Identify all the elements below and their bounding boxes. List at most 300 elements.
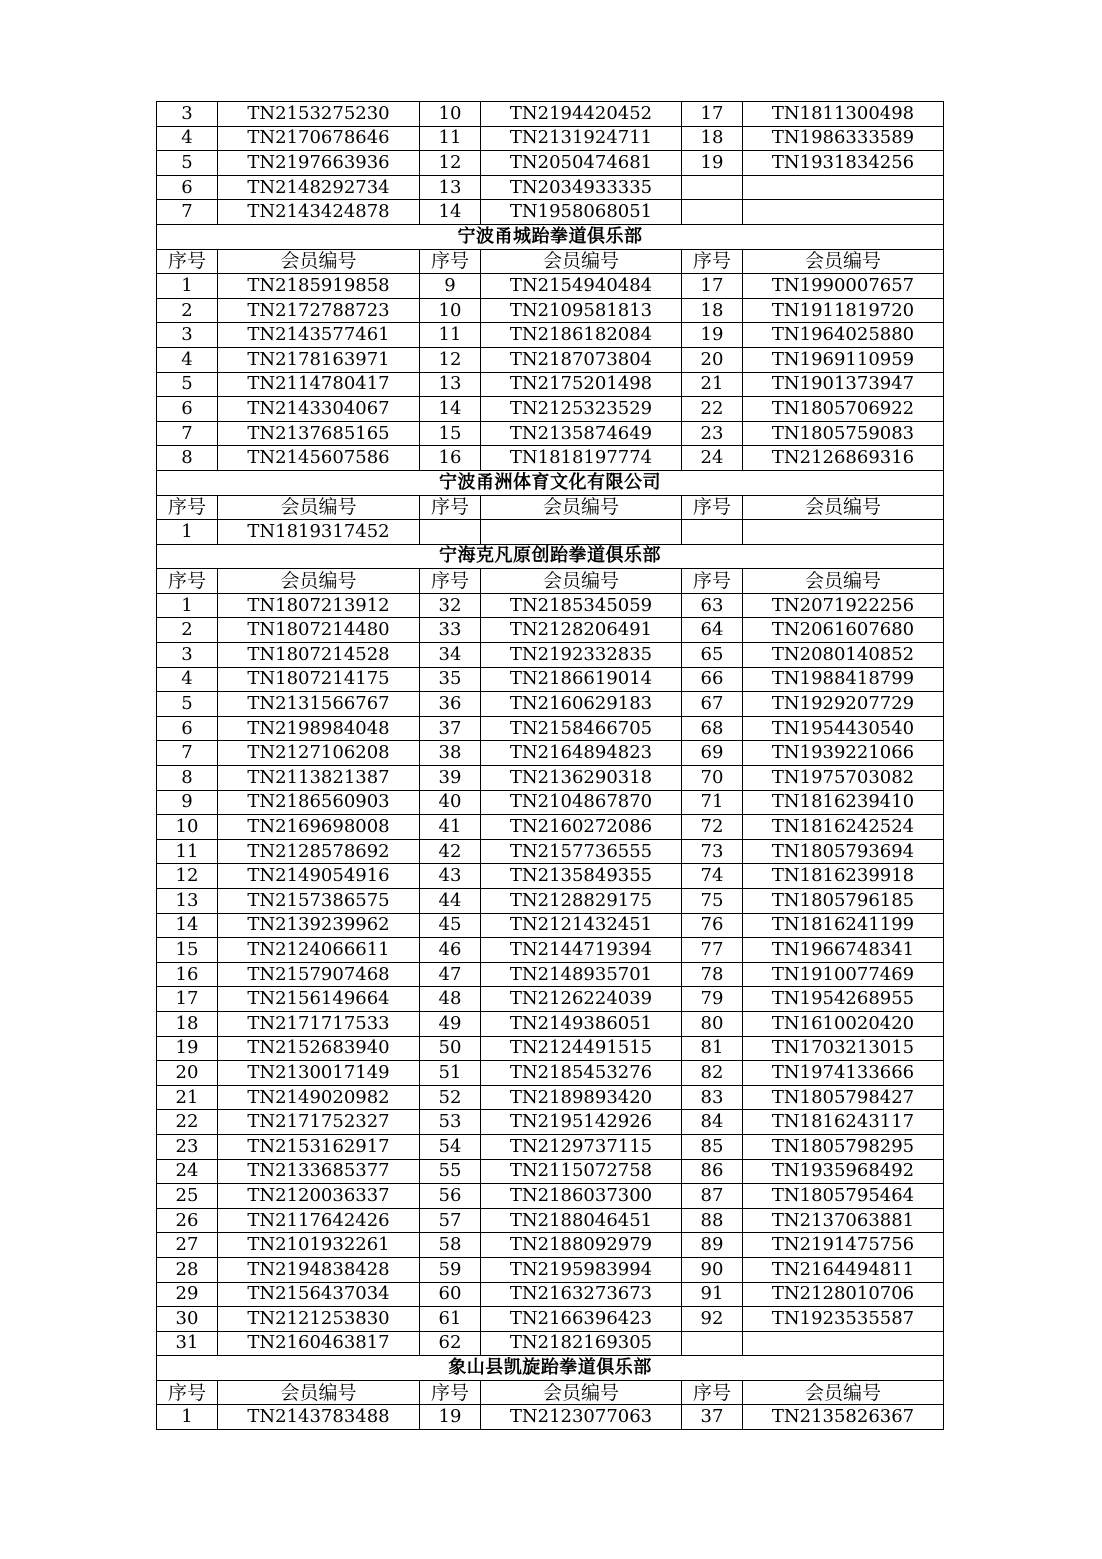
seq-cell: 23 [157, 1134, 218, 1159]
seq-cell: 19 [420, 1405, 481, 1430]
table-row [157, 766, 944, 791]
seq-cell: 31 [157, 1331, 218, 1356]
member-id-cell: TN2157386575 [218, 889, 420, 914]
table-row [157, 938, 944, 963]
member-id-cell: TN2128206491 [481, 618, 682, 643]
member-id-cell: TN2160629183 [481, 692, 682, 717]
member-id-cell: TN2175201498 [481, 372, 682, 397]
club-title: 宁波甬城跆拳道俱乐部 [157, 224, 944, 249]
member-id-cell: TN2144719394 [481, 938, 682, 963]
seq-cell: 15 [420, 421, 481, 446]
seq-cell: 5 [157, 372, 218, 397]
seq-cell: 26 [157, 1208, 218, 1233]
member-id-cell: TN2114780417 [218, 372, 420, 397]
member-id-cell: TN2194838428 [218, 1257, 420, 1282]
seq-cell: 84 [682, 1110, 743, 1135]
seq-cell: 33 [420, 618, 481, 643]
table-row [157, 815, 944, 840]
table-row [157, 987, 944, 1012]
seq-cell: 29 [157, 1282, 218, 1307]
member-id-cell: TN1911819720 [743, 298, 944, 323]
member-id-cell: TN2109581813 [481, 298, 682, 323]
seq-cell: 9 [157, 790, 218, 815]
member-id-cell: TN2121253830 [218, 1307, 420, 1332]
member-id-cell: TN1805795464 [743, 1184, 944, 1209]
column-header-row [157, 495, 944, 520]
seq-cell: 14 [420, 200, 481, 225]
seq-cell: 34 [420, 643, 481, 668]
seq-cell: 3 [157, 643, 218, 668]
table-row [157, 667, 944, 692]
seq-cell: 62 [420, 1331, 481, 1356]
member-id-cell: TN2160463817 [218, 1331, 420, 1356]
member-id-cell: TN2135826367 [743, 1405, 944, 1430]
member-id-cell: TN2113821387 [218, 766, 420, 791]
seq-cell: 51 [420, 1061, 481, 1086]
table-row [157, 1085, 944, 1110]
member-id-cell: TN1816241199 [743, 913, 944, 938]
table-row [157, 1233, 944, 1258]
member-id-cell: TN2186182084 [481, 323, 682, 348]
member-id-cell: TN2194420452 [481, 102, 682, 127]
table-row [157, 372, 944, 397]
seq-cell: 30 [157, 1307, 218, 1332]
member-id-cell: TN1805798295 [743, 1134, 944, 1159]
seq-cell: 19 [157, 1036, 218, 1061]
seq-cell: 40 [420, 790, 481, 815]
seq-cell: 42 [420, 839, 481, 864]
member-id-cell: TN2164494811 [743, 1257, 944, 1282]
member-id-cell: TN1807213912 [218, 593, 420, 618]
seq-cell: 19 [682, 151, 743, 176]
member-id-column-header: 会员编号 [481, 495, 682, 520]
member-id-column-header: 会员编号 [481, 1380, 682, 1405]
table-row [157, 692, 944, 717]
table-row [157, 1405, 944, 1430]
seq-cell: 10 [420, 102, 481, 127]
seq-cell: 77 [682, 938, 743, 963]
table-row [157, 1257, 944, 1282]
seq-cell: 1 [157, 1405, 218, 1430]
member-id-cell: TN2148935701 [481, 962, 682, 987]
member-id-cell: TN1958068051 [481, 200, 682, 225]
seq-cell [682, 175, 743, 200]
member-id-cell: TN2148292734 [218, 175, 420, 200]
member-id-cell: TN2171717533 [218, 1011, 420, 1036]
member-id-cell: TN2133685377 [218, 1159, 420, 1184]
seq-cell: 43 [420, 864, 481, 889]
seq-cell: 78 [682, 962, 743, 987]
seq-cell [682, 200, 743, 225]
seq-cell: 74 [682, 864, 743, 889]
member-id-cell: TN2117642426 [218, 1208, 420, 1233]
table-row [157, 913, 944, 938]
member-id-cell: TN2153275230 [218, 102, 420, 127]
member-id-cell: TN1964025880 [743, 323, 944, 348]
seq-cell: 2 [157, 298, 218, 323]
member-id-cell: TN1990007657 [743, 274, 944, 299]
member-id-cell: TN1610020420 [743, 1011, 944, 1036]
seq-column-header: 序号 [682, 249, 743, 274]
member-id-cell: TN2153162917 [218, 1134, 420, 1159]
seq-cell: 55 [420, 1159, 481, 1184]
member-id-column-header: 会员编号 [743, 495, 944, 520]
table-row [157, 175, 944, 200]
member-id-cell: TN2127106208 [218, 741, 420, 766]
member-id-cell: TN2104867870 [481, 790, 682, 815]
member-id-cell: TN1969110959 [743, 347, 944, 372]
seq-cell: 2 [157, 618, 218, 643]
member-id-cell: TN2189893420 [481, 1085, 682, 1110]
seq-cell: 7 [157, 200, 218, 225]
member-id-cell: TN1811300498 [743, 102, 944, 127]
member-id-cell: TN2195142926 [481, 1110, 682, 1135]
seq-cell: 10 [157, 815, 218, 840]
seq-column-header: 序号 [157, 495, 218, 520]
member-id-cell: TN1816239410 [743, 790, 944, 815]
member-id-cell: TN2131566767 [218, 692, 420, 717]
seq-column-header: 序号 [682, 1380, 743, 1405]
member-id-cell: TN2128829175 [481, 889, 682, 914]
table-row [157, 741, 944, 766]
member-id-cell: TN2157907468 [218, 962, 420, 987]
table-row [157, 102, 944, 127]
seq-column-header: 序号 [157, 249, 218, 274]
member-id-cell: TN2137685165 [218, 421, 420, 446]
member-id-column-header: 会员编号 [218, 569, 420, 594]
table-row [157, 298, 944, 323]
table-row [157, 1036, 944, 1061]
member-id-cell: TN2128010706 [743, 1282, 944, 1307]
member-id-column-header: 会员编号 [481, 249, 682, 274]
member-id-cell: TN2136290318 [481, 766, 682, 791]
table-row [157, 1307, 944, 1332]
seq-cell: 9 [420, 274, 481, 299]
member-id-cell: TN2187073804 [481, 347, 682, 372]
member-id-cell: TN2080140852 [743, 643, 944, 668]
member-id-cell: TN2160272086 [481, 815, 682, 840]
seq-cell: 11 [420, 126, 481, 151]
seq-cell: 6 [157, 175, 218, 200]
table-row [157, 864, 944, 889]
club-title-row [157, 544, 944, 569]
seq-cell: 19 [682, 323, 743, 348]
member-id-cell: TN2186037300 [481, 1184, 682, 1209]
roster-body [157, 102, 944, 1430]
seq-cell: 57 [420, 1208, 481, 1233]
seq-cell: 70 [682, 766, 743, 791]
seq-cell: 17 [157, 987, 218, 1012]
table-row [157, 323, 944, 348]
member-id-cell: TN2170678646 [218, 126, 420, 151]
member-id-cell: TN2129737115 [481, 1134, 682, 1159]
table-row [157, 1282, 944, 1307]
member-id-cell: TN1988418799 [743, 667, 944, 692]
table-row [157, 1110, 944, 1135]
seq-cell: 5 [157, 151, 218, 176]
member-id-cell: TN2169698008 [218, 815, 420, 840]
seq-cell: 3 [157, 323, 218, 348]
seq-cell: 63 [682, 593, 743, 618]
seq-cell: 24 [682, 446, 743, 471]
seq-cell: 39 [420, 766, 481, 791]
table-row [157, 274, 944, 299]
seq-cell: 65 [682, 643, 743, 668]
member-id-cell: TN2186560903 [218, 790, 420, 815]
member-id-cell: TN1923535587 [743, 1307, 944, 1332]
seq-cell: 54 [420, 1134, 481, 1159]
member-id-cell: TN1816242524 [743, 815, 944, 840]
seq-cell: 89 [682, 1233, 743, 1258]
seq-cell: 3 [157, 102, 218, 127]
member-id-cell: TN2195983994 [481, 1257, 682, 1282]
member-id-cell [743, 1331, 944, 1356]
seq-cell: 7 [157, 741, 218, 766]
seq-cell: 1 [157, 593, 218, 618]
seq-cell: 87 [682, 1184, 743, 1209]
column-header-row [157, 249, 944, 274]
member-id-cell: TN2071922256 [743, 593, 944, 618]
member-id-cell: TN2163273673 [481, 1282, 682, 1307]
member-id-cell: TN2185345059 [481, 593, 682, 618]
member-roster-table [156, 101, 944, 1430]
member-id-cell: TN2137063881 [743, 1208, 944, 1233]
member-id-cell: TN1986333589 [743, 126, 944, 151]
seq-cell: 41 [420, 815, 481, 840]
seq-cell: 69 [682, 741, 743, 766]
seq-cell: 14 [420, 397, 481, 422]
member-id-cell: TN2125323529 [481, 397, 682, 422]
member-id-cell: TN2188046451 [481, 1208, 682, 1233]
member-id-cell: TN2143783488 [218, 1405, 420, 1430]
table-row [157, 1061, 944, 1086]
seq-column-header: 序号 [420, 495, 481, 520]
member-id-cell: TN2143577461 [218, 323, 420, 348]
seq-cell: 7 [157, 421, 218, 446]
table-row [157, 716, 944, 741]
seq-cell: 13 [420, 372, 481, 397]
seq-cell: 12 [420, 347, 481, 372]
member-id-cell: TN1966748341 [743, 938, 944, 963]
member-id-cell: TN1901373947 [743, 372, 944, 397]
member-id-cell: TN2156149664 [218, 987, 420, 1012]
member-id-cell: TN2185919858 [218, 274, 420, 299]
member-id-column-header: 会员编号 [743, 249, 944, 274]
table-row [157, 347, 944, 372]
member-id-cell: TN1974133666 [743, 1061, 944, 1086]
seq-cell: 8 [157, 766, 218, 791]
seq-cell: 4 [157, 667, 218, 692]
club-title: 宁海克凡原创跆拳道俱乐部 [157, 544, 944, 569]
club-title: 象山县凯旋跆拳道俱乐部 [157, 1356, 944, 1381]
seq-cell: 17 [682, 102, 743, 127]
member-id-cell: TN1819317452 [218, 520, 420, 545]
member-id-cell: TN2186619014 [481, 667, 682, 692]
seq-column-header: 序号 [157, 1380, 218, 1405]
member-id-cell: TN2126869316 [743, 446, 944, 471]
member-id-cell: TN1818197774 [481, 446, 682, 471]
seq-cell: 20 [682, 347, 743, 372]
seq-cell: 21 [157, 1085, 218, 1110]
member-id-cell: TN1807214528 [218, 643, 420, 668]
member-id-cell: TN1935968492 [743, 1159, 944, 1184]
member-id-cell: TN2101932261 [218, 1233, 420, 1258]
member-id-cell: TN2158466705 [481, 716, 682, 741]
seq-cell: 90 [682, 1257, 743, 1282]
member-id-cell: TN1954430540 [743, 716, 944, 741]
seq-cell: 6 [157, 397, 218, 422]
seq-cell: 80 [682, 1011, 743, 1036]
seq-cell: 13 [420, 175, 481, 200]
seq-cell: 11 [157, 839, 218, 864]
member-id-cell: TN2166396423 [481, 1307, 682, 1332]
seq-cell: 18 [682, 298, 743, 323]
table-row [157, 126, 944, 151]
seq-column-header: 序号 [420, 569, 481, 594]
member-id-column-header: 会员编号 [481, 569, 682, 594]
table-row [157, 421, 944, 446]
seq-cell: 25 [157, 1184, 218, 1209]
member-id-cell: TN2185453276 [481, 1061, 682, 1086]
member-id-cell: TN2172788723 [218, 298, 420, 323]
member-id-cell: TN2154940484 [481, 274, 682, 299]
seq-cell: 4 [157, 126, 218, 151]
member-id-cell: TN2128578692 [218, 839, 420, 864]
seq-cell: 83 [682, 1085, 743, 1110]
member-id-cell: TN1816239918 [743, 864, 944, 889]
member-id-cell: TN2123077063 [481, 1405, 682, 1430]
seq-cell: 59 [420, 1257, 481, 1282]
table-row [157, 839, 944, 864]
table-row [157, 1134, 944, 1159]
seq-cell: 85 [682, 1134, 743, 1159]
seq-cell: 12 [420, 151, 481, 176]
seq-cell: 73 [682, 839, 743, 864]
table-row [157, 643, 944, 668]
member-id-cell: TN2124066611 [218, 938, 420, 963]
member-id-cell: TN2115072758 [481, 1159, 682, 1184]
seq-cell: 8 [157, 446, 218, 471]
member-id-cell: TN2188092979 [481, 1233, 682, 1258]
seq-cell: 60 [420, 1282, 481, 1307]
member-id-cell: TN1805706922 [743, 397, 944, 422]
member-id-cell: TN2143424878 [218, 200, 420, 225]
member-id-cell [743, 200, 944, 225]
member-id-cell: TN2145607586 [218, 446, 420, 471]
seq-cell: 45 [420, 913, 481, 938]
column-header-row [157, 569, 944, 594]
member-id-cell: TN2192332835 [481, 643, 682, 668]
table-row [157, 618, 944, 643]
member-id-column-header: 会员编号 [743, 569, 944, 594]
member-id-cell: TN1931834256 [743, 151, 944, 176]
seq-cell: 44 [420, 889, 481, 914]
member-id-cell: TN2156437034 [218, 1282, 420, 1307]
table-row [157, 889, 944, 914]
member-id-cell: TN2130017149 [218, 1061, 420, 1086]
table-row [157, 520, 944, 545]
seq-cell: 35 [420, 667, 481, 692]
member-id-cell: TN1807214175 [218, 667, 420, 692]
member-id-cell: TN2124491515 [481, 1036, 682, 1061]
seq-column-header: 序号 [420, 249, 481, 274]
seq-cell: 4 [157, 347, 218, 372]
seq-cell: 13 [157, 889, 218, 914]
seq-cell: 22 [682, 397, 743, 422]
member-id-column-header: 会员编号 [218, 1380, 420, 1405]
member-id-cell: TN2120036337 [218, 1184, 420, 1209]
member-id-cell: TN1975703082 [743, 766, 944, 791]
seq-cell: 49 [420, 1011, 481, 1036]
seq-cell: 11 [420, 323, 481, 348]
member-id-cell: TN1805759083 [743, 421, 944, 446]
member-id-cell: TN1807214480 [218, 618, 420, 643]
member-id-cell: TN1805798427 [743, 1085, 944, 1110]
seq-cell: 76 [682, 913, 743, 938]
club-title-row [157, 470, 944, 495]
seq-cell: 5 [157, 692, 218, 717]
member-id-cell [743, 175, 944, 200]
club-title: 宁波甬洲体育文化有限公司 [157, 470, 944, 495]
member-id-cell [481, 520, 682, 545]
seq-cell: 15 [157, 938, 218, 963]
seq-cell: 75 [682, 889, 743, 914]
seq-column-header: 序号 [157, 569, 218, 594]
table-row [157, 1331, 944, 1356]
seq-cell: 64 [682, 618, 743, 643]
member-id-cell: TN2126224039 [481, 987, 682, 1012]
seq-cell: 91 [682, 1282, 743, 1307]
seq-cell: 20 [157, 1061, 218, 1086]
member-id-cell: TN2197663936 [218, 151, 420, 176]
seq-cell: 46 [420, 938, 481, 963]
seq-cell: 21 [682, 372, 743, 397]
seq-cell: 18 [682, 126, 743, 151]
member-id-cell: TN1816243117 [743, 1110, 944, 1135]
member-id-cell: TN2198984048 [218, 716, 420, 741]
member-id-cell: TN2171752327 [218, 1110, 420, 1135]
member-id-cell: TN2149054916 [218, 864, 420, 889]
table-row [157, 1208, 944, 1233]
seq-column-header: 序号 [682, 569, 743, 594]
seq-cell: 1 [157, 520, 218, 545]
seq-cell: 22 [157, 1110, 218, 1135]
seq-cell: 81 [682, 1036, 743, 1061]
seq-cell: 12 [157, 864, 218, 889]
member-id-cell: TN2121432451 [481, 913, 682, 938]
seq-cell: 50 [420, 1036, 481, 1061]
seq-cell: 36 [420, 692, 481, 717]
table-row [157, 1011, 944, 1036]
member-id-cell: TN2139239962 [218, 913, 420, 938]
seq-cell: 72 [682, 815, 743, 840]
seq-cell: 82 [682, 1061, 743, 1086]
member-id-cell: TN2191475756 [743, 1233, 944, 1258]
seq-cell: 66 [682, 667, 743, 692]
member-id-cell: TN2152683940 [218, 1036, 420, 1061]
member-id-cell: TN1954268955 [743, 987, 944, 1012]
member-id-cell: TN2164894823 [481, 741, 682, 766]
member-id-cell: TN1805793694 [743, 839, 944, 864]
seq-cell: 71 [682, 790, 743, 815]
member-id-cell: TN2178163971 [218, 347, 420, 372]
member-id-cell: TN2135849355 [481, 864, 682, 889]
seq-cell: 18 [157, 1011, 218, 1036]
seq-cell: 24 [157, 1159, 218, 1184]
seq-column-header: 序号 [420, 1380, 481, 1405]
club-title-row [157, 224, 944, 249]
seq-cell: 38 [420, 741, 481, 766]
